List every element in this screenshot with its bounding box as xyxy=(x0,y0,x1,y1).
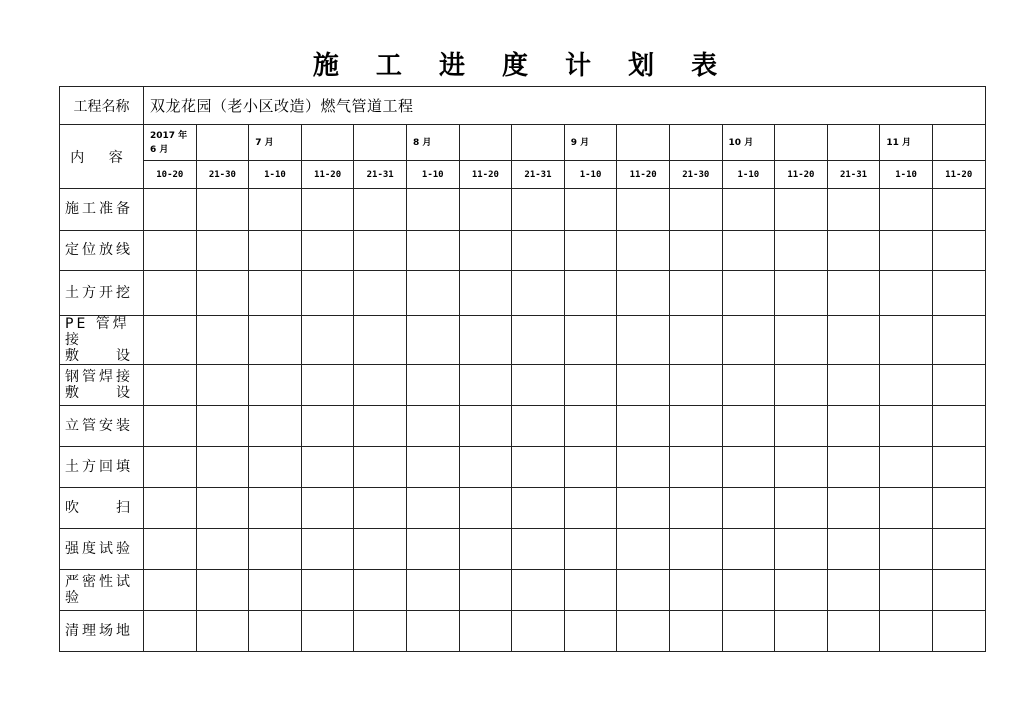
schedule-cell xyxy=(406,529,459,570)
schedule-cell xyxy=(775,189,828,231)
task-label-line1: 吹 扫 xyxy=(65,499,133,516)
schedule-cell xyxy=(617,570,670,611)
task-row xyxy=(60,365,986,406)
month-label: 2017 年 xyxy=(150,130,188,141)
schedule-cell xyxy=(722,231,775,271)
schedule-cell xyxy=(196,271,249,316)
range-row xyxy=(60,161,986,189)
schedule-cell xyxy=(144,611,197,652)
schedule-cell xyxy=(406,271,459,316)
schedule-cell xyxy=(775,488,828,529)
schedule-cell xyxy=(196,611,249,652)
schedule-cell xyxy=(827,488,880,529)
schedule-cell xyxy=(932,611,985,652)
schedule-cell xyxy=(144,365,197,406)
date-range-cell: 10-20 xyxy=(144,161,197,189)
schedule-cell xyxy=(722,447,775,488)
schedule-cell xyxy=(196,189,249,231)
schedule-cell xyxy=(669,570,722,611)
project-name: 双龙花园（老小区改造）燃气管道工程 xyxy=(144,87,986,125)
schedule-cell xyxy=(827,529,880,570)
schedule-cell xyxy=(722,529,775,570)
task-row xyxy=(60,406,986,447)
date-range-cell: 1-10 xyxy=(880,161,933,189)
schedule-cell xyxy=(932,271,985,316)
task-label-line1: 强度试验 xyxy=(65,540,133,557)
schedule-cell xyxy=(775,611,828,652)
date-range-cell: 1-10 xyxy=(722,161,775,189)
schedule-cell xyxy=(512,611,565,652)
schedule-cell xyxy=(459,488,512,529)
schedule-cell xyxy=(564,316,617,365)
task-row xyxy=(60,189,986,231)
schedule-cell xyxy=(459,570,512,611)
task-label-line1: 土方开挖 xyxy=(65,284,133,301)
task-label-line1: 立管安装 xyxy=(65,417,133,434)
schedule-cell xyxy=(880,488,933,529)
date-range-cell: 11-20 xyxy=(301,161,354,189)
schedule-cell xyxy=(301,365,354,406)
schedule-cell xyxy=(932,529,985,570)
task-row xyxy=(60,316,986,365)
schedule-cell xyxy=(722,406,775,447)
schedule-cell xyxy=(144,231,197,271)
schedule-cell xyxy=(144,447,197,488)
month-label: 11 月 xyxy=(886,137,911,148)
schedule-cell xyxy=(722,488,775,529)
task-row xyxy=(60,611,986,652)
schedule-cell xyxy=(669,447,722,488)
schedule-cell xyxy=(459,271,512,316)
schedule-cell xyxy=(722,365,775,406)
schedule-cell xyxy=(722,570,775,611)
schedule-cell xyxy=(301,406,354,447)
month-header-cell xyxy=(617,125,670,161)
schedule-cell xyxy=(880,570,933,611)
month-label: 7 月 xyxy=(255,137,274,148)
schedule-cell xyxy=(564,189,617,231)
task-row xyxy=(60,570,986,611)
schedule-cell xyxy=(880,406,933,447)
schedule-cell xyxy=(249,316,302,365)
schedule-cell xyxy=(880,231,933,271)
schedule-cell xyxy=(932,231,985,271)
schedule-cell xyxy=(617,611,670,652)
schedule-cell xyxy=(301,316,354,365)
schedule-cell xyxy=(564,365,617,406)
month-header-cell xyxy=(249,125,302,161)
schedule-cell xyxy=(669,611,722,652)
schedule-cell xyxy=(459,611,512,652)
schedule-cell xyxy=(406,231,459,271)
schedule-cell xyxy=(406,611,459,652)
schedule-cell xyxy=(564,488,617,529)
task-row xyxy=(60,271,986,316)
schedule-cell xyxy=(354,271,407,316)
schedule-cell xyxy=(196,231,249,271)
schedule-cell xyxy=(301,447,354,488)
schedule-cell xyxy=(196,316,249,365)
schedule-cell xyxy=(932,316,985,365)
schedule-cell xyxy=(249,231,302,271)
task-label-line1: 定位放线 xyxy=(65,242,133,258)
schedule-cell xyxy=(459,189,512,231)
schedule-cell xyxy=(249,570,302,611)
schedule-cell xyxy=(459,529,512,570)
task-row xyxy=(60,231,986,271)
schedule-cell xyxy=(827,406,880,447)
schedule-cell xyxy=(196,406,249,447)
task-label-line2: 验 xyxy=(65,590,82,606)
content-label: 内 容 xyxy=(60,125,144,189)
schedule-cell xyxy=(880,189,933,231)
task-row xyxy=(60,447,986,488)
schedule-cell xyxy=(301,570,354,611)
schedule-cell xyxy=(249,447,302,488)
month-header-cell xyxy=(301,125,354,161)
task-label-line1: PE 管焊接 xyxy=(65,316,130,348)
schedule-cell xyxy=(564,231,617,271)
schedule-cell xyxy=(617,316,670,365)
schedule-cell xyxy=(144,570,197,611)
schedule-cell xyxy=(249,365,302,406)
schedule-cell xyxy=(249,488,302,529)
schedule-cell xyxy=(617,365,670,406)
schedule-cell xyxy=(301,611,354,652)
schedule-cell xyxy=(827,271,880,316)
month-label: 10 月 xyxy=(728,137,754,148)
schedule-cell xyxy=(617,231,670,271)
month-header-cell xyxy=(406,125,459,161)
task-label xyxy=(60,271,144,316)
schedule-cell xyxy=(827,316,880,365)
schedule-cell xyxy=(459,231,512,271)
schedule-cell xyxy=(827,189,880,231)
schedule-cell xyxy=(354,231,407,271)
schedule-cell xyxy=(406,488,459,529)
schedule-cell xyxy=(354,529,407,570)
schedule-cell xyxy=(512,189,565,231)
schedule-cell xyxy=(775,406,828,447)
schedule-cell xyxy=(880,365,933,406)
schedule-cell xyxy=(564,271,617,316)
date-range-cell: 11-20 xyxy=(617,161,670,189)
schedule-cell xyxy=(775,316,828,365)
schedule-cell xyxy=(827,611,880,652)
schedule-cell xyxy=(301,529,354,570)
schedule-cell xyxy=(775,570,828,611)
schedule-cell xyxy=(564,447,617,488)
schedule-cell xyxy=(880,529,933,570)
schedule-cell xyxy=(354,406,407,447)
task-label-line1: 钢管焊接 xyxy=(65,369,133,385)
schedule-cell xyxy=(617,271,670,316)
schedule-cell xyxy=(144,316,197,365)
schedule-cell xyxy=(564,406,617,447)
schedule-cell xyxy=(459,365,512,406)
schedule-cell xyxy=(880,447,933,488)
schedule-cell xyxy=(775,271,828,316)
task-row xyxy=(60,529,986,570)
schedule-cell xyxy=(564,570,617,611)
schedule-table xyxy=(59,86,986,652)
schedule-cell xyxy=(301,189,354,231)
schedule-cell xyxy=(144,271,197,316)
schedule-cell xyxy=(512,570,565,611)
schedule-cell xyxy=(301,271,354,316)
schedule-cell xyxy=(249,189,302,231)
schedule-cell xyxy=(512,316,565,365)
month-header-cell xyxy=(722,125,775,161)
month-label-line2: 6 月 xyxy=(150,144,169,155)
date-range-cell: 1-10 xyxy=(249,161,302,189)
month-header-cell xyxy=(669,125,722,161)
schedule-cell xyxy=(722,316,775,365)
task-label xyxy=(60,231,144,271)
schedule-cell xyxy=(512,488,565,529)
schedule-cell xyxy=(932,189,985,231)
schedule-cell xyxy=(354,488,407,529)
month-header-cell xyxy=(880,125,933,161)
date-range-cell: 21-30 xyxy=(669,161,722,189)
schedule-cell xyxy=(617,447,670,488)
schedule-cell xyxy=(932,570,985,611)
schedule-cell xyxy=(354,189,407,231)
schedule-cell xyxy=(932,365,985,406)
month-header-cell xyxy=(144,125,197,161)
schedule-cell xyxy=(880,316,933,365)
date-range-cell: 11-20 xyxy=(775,161,828,189)
task-label-line2: 敷 设 xyxy=(65,348,133,364)
schedule-cell xyxy=(880,271,933,316)
task-label xyxy=(60,316,144,365)
schedule-cell xyxy=(301,488,354,529)
month-label: 8 月 xyxy=(412,137,432,148)
date-range-cell: 11-20 xyxy=(459,161,512,189)
schedule-cell xyxy=(406,570,459,611)
schedule-cell xyxy=(827,447,880,488)
task-label xyxy=(60,611,144,652)
month-header-cell xyxy=(512,125,565,161)
schedule-cell xyxy=(827,570,880,611)
schedule-cell xyxy=(144,189,197,231)
schedule-cell xyxy=(406,406,459,447)
schedule-cell xyxy=(617,189,670,231)
task-label-line1: 严密性试 xyxy=(65,574,133,590)
schedule-cell xyxy=(196,365,249,406)
date-range-cell: 21-31 xyxy=(512,161,565,189)
schedule-cell xyxy=(775,231,828,271)
date-range-cell: 1-10 xyxy=(406,161,459,189)
schedule-cell xyxy=(564,529,617,570)
schedule-cell xyxy=(406,189,459,231)
schedule-cell xyxy=(512,365,565,406)
schedule-cell xyxy=(196,529,249,570)
schedule-cell xyxy=(669,488,722,529)
schedule-cell xyxy=(932,488,985,529)
page-title: 施 工 进 度 计 划 表 xyxy=(312,51,732,81)
schedule-cell xyxy=(459,406,512,447)
month-header-cell xyxy=(354,125,407,161)
month-header-cell xyxy=(775,125,828,161)
month-row xyxy=(60,125,986,161)
schedule-cell xyxy=(354,316,407,365)
schedule-cell xyxy=(827,231,880,271)
schedule-cell xyxy=(617,406,670,447)
task-label-line1: 清理场地 xyxy=(65,622,133,639)
schedule-cell xyxy=(406,365,459,406)
schedule-cell xyxy=(249,611,302,652)
task-label xyxy=(60,406,144,447)
schedule-cell xyxy=(512,529,565,570)
schedule-cell xyxy=(827,365,880,406)
schedule-cell xyxy=(617,488,670,529)
schedule-cell xyxy=(512,406,565,447)
schedule-cell xyxy=(354,365,407,406)
task-label xyxy=(60,447,144,488)
month-header-cell xyxy=(827,125,880,161)
date-range-cell: 11-20 xyxy=(932,161,985,189)
month-header-cell xyxy=(932,125,985,161)
schedule-cell xyxy=(406,447,459,488)
schedule-cell xyxy=(722,189,775,231)
schedule-cell xyxy=(406,316,459,365)
schedule-cell xyxy=(249,271,302,316)
date-range-cell: 21-31 xyxy=(354,161,407,189)
schedule-cell xyxy=(249,529,302,570)
schedule-cell xyxy=(459,447,512,488)
task-label xyxy=(60,529,144,570)
task-label xyxy=(60,488,144,529)
schedule-cell xyxy=(512,271,565,316)
schedule-cell xyxy=(249,406,302,447)
month-header-cell xyxy=(196,125,249,161)
month-label: 9 月 xyxy=(570,137,590,148)
task-label xyxy=(60,365,144,406)
schedule-cell xyxy=(301,231,354,271)
task-label-line1: 施工准备 xyxy=(65,201,133,217)
schedule-cell xyxy=(512,231,565,271)
schedule-cell xyxy=(617,529,670,570)
schedule-cell xyxy=(669,365,722,406)
schedule-cell xyxy=(932,406,985,447)
schedule-cell xyxy=(669,189,722,231)
schedule-cell xyxy=(196,447,249,488)
schedule-cell xyxy=(196,570,249,611)
schedule-cell xyxy=(880,611,933,652)
task-label xyxy=(60,189,144,231)
schedule-cell xyxy=(722,611,775,652)
schedule-cell xyxy=(722,271,775,316)
month-header-cell xyxy=(459,125,512,161)
schedule-cell xyxy=(354,611,407,652)
schedule-cell xyxy=(932,447,985,488)
schedule-cell xyxy=(354,570,407,611)
task-label-line2: 敷 设 xyxy=(65,385,133,401)
task-label-line1: 土方回填 xyxy=(65,458,133,475)
schedule-cell xyxy=(564,611,617,652)
schedule-cell xyxy=(669,316,722,365)
schedule-cell xyxy=(669,529,722,570)
task-label xyxy=(60,570,144,611)
project-label: 工程名称 xyxy=(60,87,144,125)
task-row xyxy=(60,488,986,529)
schedule-cell xyxy=(669,231,722,271)
schedule-cell xyxy=(669,406,722,447)
schedule-cell xyxy=(669,271,722,316)
schedule-cell xyxy=(775,447,828,488)
date-range-cell: 21-30 xyxy=(196,161,249,189)
schedule-cell xyxy=(775,529,828,570)
month-header-cell xyxy=(564,125,617,161)
schedule-cell xyxy=(775,365,828,406)
date-range-cell: 1-10 xyxy=(564,161,617,189)
schedule-cell xyxy=(459,316,512,365)
schedule-cell xyxy=(144,488,197,529)
project-row xyxy=(60,87,986,125)
schedule-cell xyxy=(354,447,407,488)
schedule-cell xyxy=(144,529,197,570)
schedule-cell xyxy=(144,406,197,447)
date-range-cell: 21-31 xyxy=(827,161,880,189)
schedule-cell xyxy=(196,488,249,529)
schedule-cell xyxy=(512,447,565,488)
